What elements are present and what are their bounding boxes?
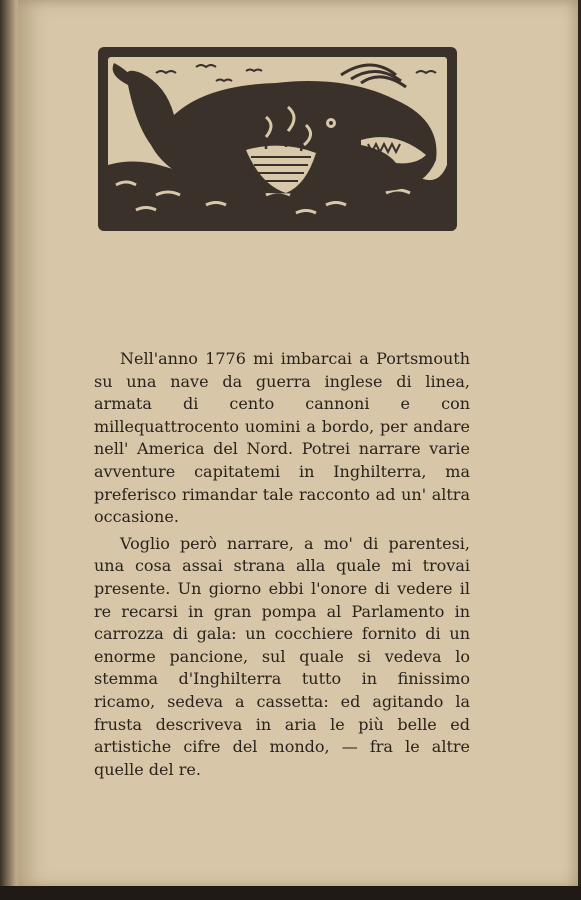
paragraph-2: Voglio però narrare, a mo' di parentesi, una cosa assai strana alla quale mi trovai presente. Un giorno ebbi l'onore di vedere il re recarsi in gran pompa al Parlamento in carrozza di gala: un cocchiere fornito di un enorme pancione, sul quale si vedeva lo stemma d'Inghilterra tutto in finissimo ricamo, sedeva a cassetta: ed agitando la frusta descriveva in aria le più belle ed artistiche cifre del mondo, — fra le altre quelle del re. <box>94 533 470 779</box>
page-bottom-edge <box>0 886 581 900</box>
body-text <box>94 348 470 781</box>
whale-ship-woodcut-illustration <box>96 45 459 233</box>
paragraph-1: Nell'anno 1776 mi imbarcai a Portsmouth su una nave da guerra inglese di linea, armata di cento cannoni e con millequattrocento uomini a bordo, per andare nell' America del Nord. Potrei narrare varie avventure capitatemi in Inghilterra, ma preferisco rimandar tale racconto ad un' altra occasione. <box>94 349 470 527</box>
book-page <box>18 0 578 888</box>
